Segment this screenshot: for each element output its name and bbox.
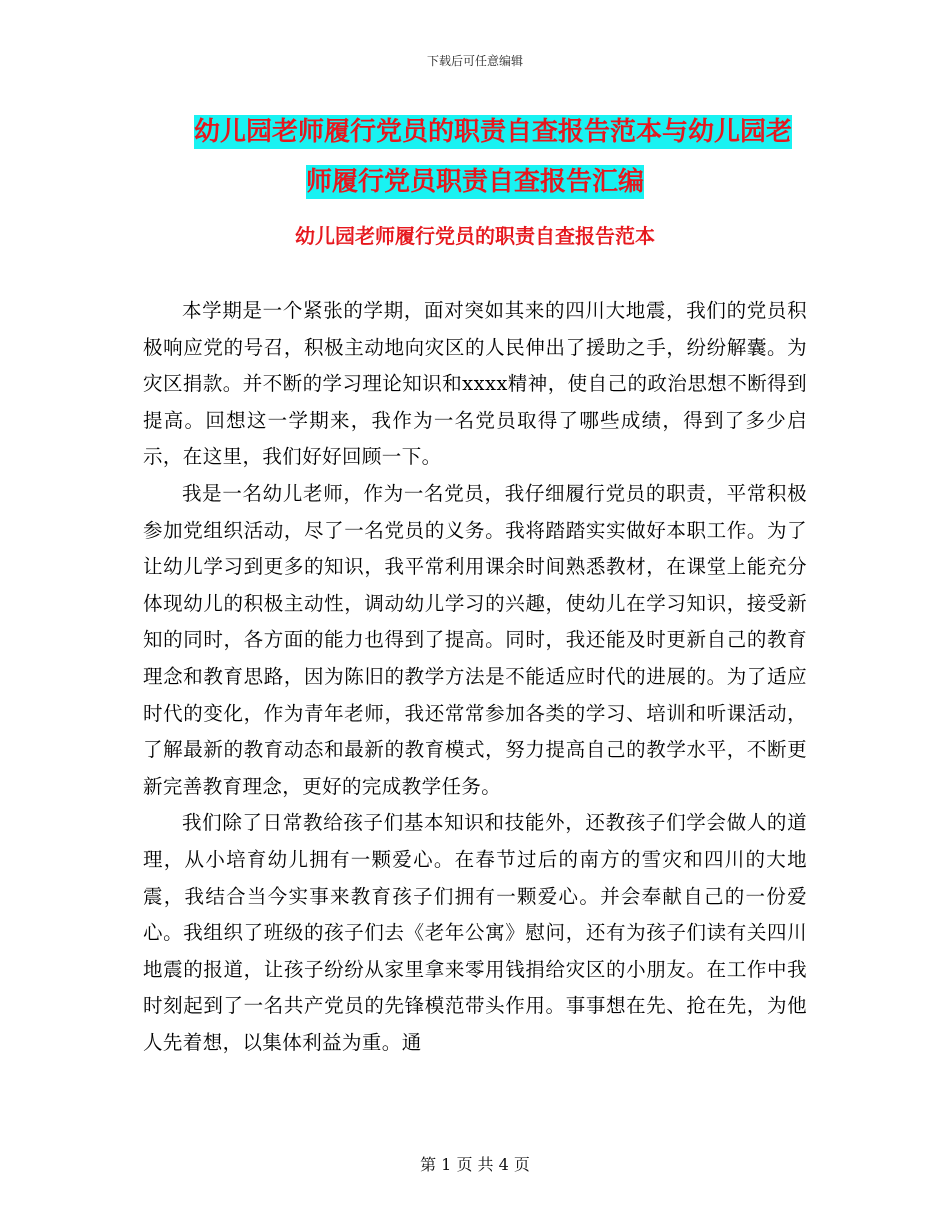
document-title	[150, 107, 840, 207]
section-title: 幼儿园老师履行党员的职责自查报告范本	[295, 224, 655, 248]
page-header-note: 下载后可任意编辑	[426, 54, 523, 68]
document-body	[143, 293, 807, 1061]
body-paragraph: 我们除了日常教给孩子们基本知识和技能外，还教孩子们学会做人的道理，从小培育幼儿拥有一颗爱心。在春节过后的南方的雪灾和四川的大地震，我结合当今实事来教育孩子们拥有一颗爱心。并会奉献自己的一份爱心。我组织了班级的孩子们去《老年公寓》慰问，还有为孩子们读有关四川地震的报道，让孩子纷纷从家里拿来零用钱捐给灾区的小朋友。在工作中我时刻起到了一名共产党员的先锋模范带头作用。事事想在先、抢在先，为他人先着想，以集体利益为重。通	[143, 811, 807, 1054]
body-paragraph: 本学期是一个紧张的学期，面对突如其来的四川大地震，我们的党员积极响应党的号召，积极主动地向灾区的人民伸出了援助之手，纷纷解囊。为灾区捐款。并不断的学习理论知识和xxxx精神，使自己的政治思想不断得到提高。回想这一学期来，我作为一名党员取得了哪些成绩，得到了多少启示，在这里，我们好好回顾一下。	[143, 299, 807, 469]
document-title-line-2: 师履行党员职责自查报告汇编	[306, 167, 645, 197]
document-title-line-1: 幼儿园老师履行党员的职责自查报告范本与幼儿园老	[194, 117, 793, 147]
body-paragraph: 我是一名幼儿老师，作为一名党员，我仔细履行党员的职责，平常积极参加党组织活动，尽了一名党员的义务。我将踏踏实实做好本职工作。为了让幼儿学习到更多的知识，我平常利用课余时间熟悉教材，在课堂上能充分体现幼儿的积极主动性，调动幼儿学习的兴趣，使幼儿在学习知识，接受新知的同时，各方面的能力也得到了提高。同时，我还能及时更新自己的教育理念和教育思路，因为陈旧的教学方法是不能适应时代的进展的。为了适应时代的变化，作为青年老师，我还常常参加各类的学习、培训和听课活动，了解最新的教育动态和最新的教育模式，努力提高自己的教学水平，不断更新完善教育理念，更好的完成教学任务。	[143, 481, 807, 798]
page-number: 第 1 页 共 4 页	[420, 1155, 530, 1174]
